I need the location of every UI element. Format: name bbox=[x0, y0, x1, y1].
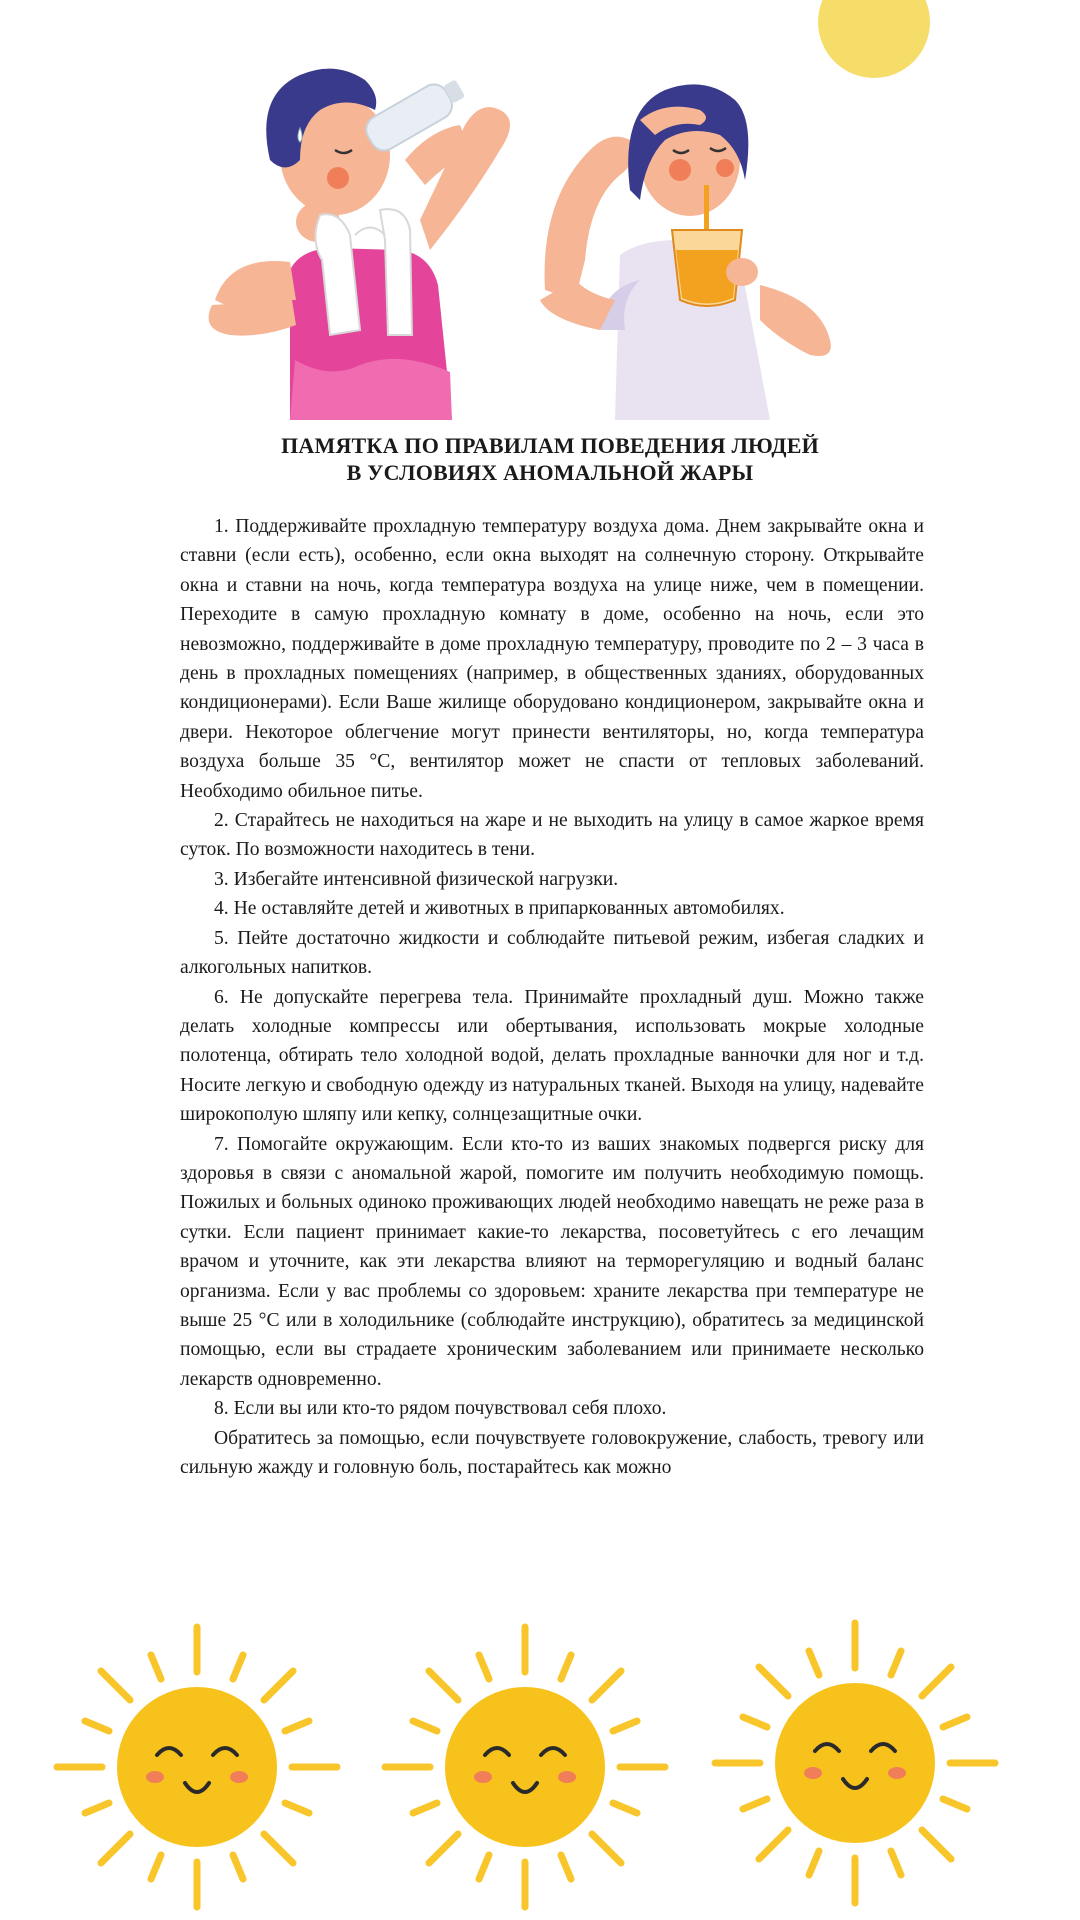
smiling-sun-icon bbox=[52, 1622, 342, 1912]
smiling-sun-icon bbox=[710, 1618, 1000, 1908]
rule-paragraph-1: 1. Поддерживайте прохладную температуру воздуха дома. Днем закрывайте окна и ставни (если есть), особенно, если окна выходят на солнечную сторону. Открывайте окна и ставни на ночь, когда температура воздуха на улице ниже, чем в помещении. Переходите в самую прохладную комнату в доме, особенно на ночь, если это невозможно, поддерживайте в доме прохладную температуру, проводите по 2 – 3 часа в день в прохладных помещениях (например, в общественных зданиях, оборудованных кондиционерами). Если Ваше жилище оборудовано кондиционером, закрывайте окна и двери. Некоторое облегчение могут принести вентиляторы, но, когда температура воздуха больше 35 °С, вентилятор может не спасти от тепловых заболеваний. Необходимо обильное питье. bbox=[180, 516, 924, 802]
rule-paragraph-7: 7. Помогайте окружающим. Если кто-то из ваших знакомых подвергся риску для здоровья в связи с аномальной жарой, помогите им получить необходимую помощь. Пожилых и больных одиноко проживающих людей необходимо навещать не реже раза в сутки. Если пациент принимает какие-то лекарства, посоветуйтесь с его лечащим врачом и уточните, как эти лекарства влияют на терморегуляцию и водный баланс организма. Если у вас проблемы со здоровьем: храните лекарства при температуре не выше 25 °С или в холодильнике (соблюдайте инструкцию), обратитесь за медицинской помощью, если вы страдаете хроническим заболеванием или принимаете несколько лекарств одновременно. bbox=[180, 1133, 924, 1390]
memo-title bbox=[180, 432, 920, 486]
rule-paragraph-6: 6. Не допускайте перегрева тела. Принимайте прохладный душ. Можно также делать холодные компрессы или обертывания, использовать мокрые холодные полотенца, обтирать тело холодной водой, делать прохладные ванночки для ног и т.д. Носите легкую и свободную одежду из натуральных тканей. Выходя на улицу, надевайте широкополую шляпу или кепку, солнцезащитные очки. bbox=[180, 986, 924, 1126]
smiling-sun-icon bbox=[380, 1622, 670, 1912]
rule-paragraph-5: 5. Пейте достаточно жидкости и соблюдайте питьевой режим, избегая сладких и алкогольных напитков. bbox=[180, 927, 924, 979]
footer-suns bbox=[0, 1600, 1080, 1920]
woman-drinking-juice-icon bbox=[540, 84, 831, 420]
rule-paragraph-3: 3. Избегайте интенсивной физической нагрузки. bbox=[214, 868, 619, 890]
rule-paragraph-4: 4. Не оставляйте детей и животных в припаркованных автомобилях. bbox=[214, 898, 785, 920]
man-drinking-water-icon bbox=[209, 69, 510, 420]
memo-body bbox=[180, 512, 924, 1482]
rule-paragraph-2: 2. Старайтесь не находиться на жаре и не выходить на улицу в самое жаркое время суток. По возможности находитесь в тени. bbox=[180, 810, 924, 861]
memo-title-line-1: ПАМЯТКА ПО ПРАВИЛАМ ПОВЕДЕНИЯ ЛЮДЕЙ bbox=[281, 433, 819, 458]
memo-title-line-2: В УСЛОВИЯХ АНОМАЛЬНОЙ ЖАРЫ bbox=[346, 460, 754, 485]
sun-icon bbox=[818, 0, 930, 78]
rule-paragraph-8: 8. Если вы или кто-то рядом почувствовал себя плохо. bbox=[214, 1398, 667, 1420]
rule-paragraph-8-detail: Обратитесь за помощью, если почувствуете головокружение, слабость, тревогу или сильную жажду и головную боль, постарайтесь как можно bbox=[180, 1427, 924, 1478]
